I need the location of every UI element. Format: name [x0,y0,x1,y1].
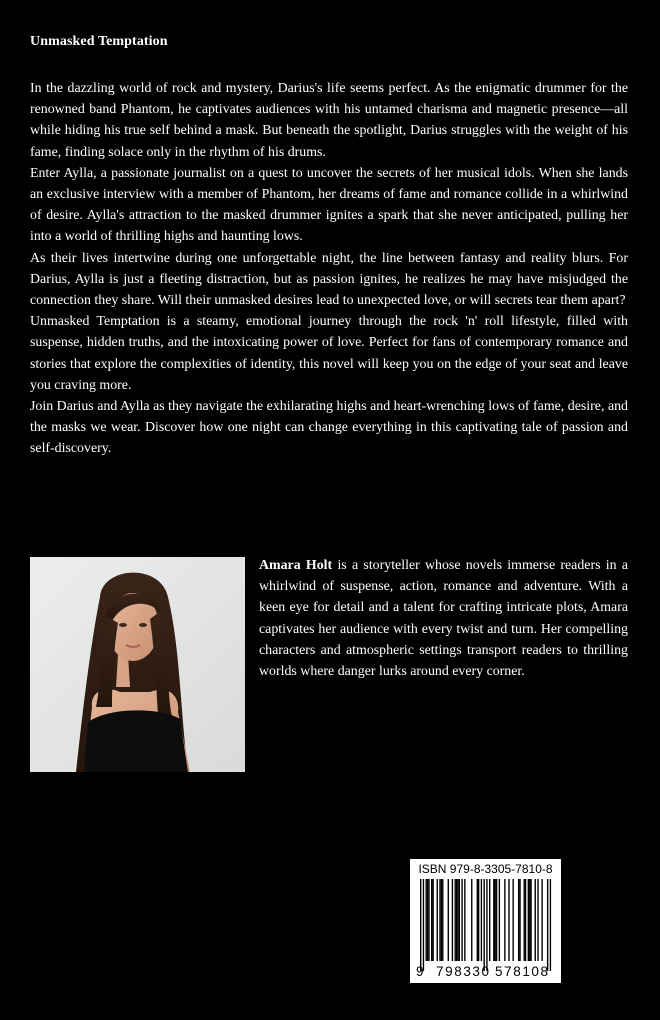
barcode-bar [427,879,428,961]
barcode-bar [477,879,478,961]
barcode-bar [504,879,505,961]
barcode-bar [486,879,487,971]
blurb-paragraph: Join Darius and Aylla as they navigate the exhilarating highs and heart-wrenching lows of fame, desire, and the masks we wear. Discover how one night can change everything in this captivating tale of passion and self-discovery. [30,399,628,457]
barcode-bar [528,879,529,961]
barcode-bar [481,879,482,961]
barcode-bar [442,879,443,961]
barcode-bar [483,879,484,971]
barcode-bar [495,879,496,961]
barcode-bar [496,879,497,961]
barcode-bar [478,879,479,961]
barcode-bar [423,879,424,971]
barcode-bar [441,879,442,961]
barcode-bar [464,879,465,961]
barcode-bar [455,879,456,961]
barcode-right-digits: 578108 [495,964,550,979]
barcode-bar [529,879,530,961]
book-title: Unmasked Temptation [30,34,168,49]
barcode-bar [547,879,548,971]
barcode-bar [437,879,438,961]
author-photo [30,557,245,772]
barcode-bar [431,879,432,961]
isbn-barcode [410,859,561,983]
barcode-left-digits: 798330 [436,964,491,979]
barcode-bar [489,879,490,961]
barcode-bar [519,879,520,961]
author-bio-text: is a storyteller whose novels immerse readers in a whirlwind of suspense, action, romance and adventure. With a keen eye for detail and a talent for crafting intricate plots, Amara captivates her audience with every twist and turn. Her compelling characters and atmospheric settings transport readers to thrilling worlds where danger lurks around every corner. [259,558,629,680]
barcode-bar [432,879,433,961]
barcode-bar [426,879,427,961]
author-portrait-illustration [30,557,245,772]
barcode-bar [537,879,538,961]
isbn-label: ISBN 979-8-3305-7810-8 [418,862,553,876]
blurb-paragraph: Enter Aylla, a passionate journalist on a quest to uncover the secrets of her musical idols. When she lands an exclusive interview with a member of Phantom, her dreams of fame and romance collide in a whirlwind of desire. Aylla's attraction to the masked drummer ignites a spark that she never anticipated, pulling her into a world of thrilling highs and haunting lows. [30,165,628,245]
author-name: Amara Holt [259,558,333,573]
barcode-bar [439,879,440,961]
barcode-bar [508,879,509,961]
blurb-paragraph: In the dazzling world of rock and mystery, Darius's life seems perfect. As the enigmatic drummer for the renowned band Phantom, he captivates audiences with his untamed charisma and magnetic presence—all while hiding his true self behind a mask. But beneath the spotlight, Darius struggles with the weight of his fame, finding solace only in the rhythm of his drums. [30,81,628,160]
barcode-bar [452,879,453,961]
blurb-paragraph: Unmasked Temptation is a steamy, emotional journey through the rock 'n' roll lifestyle, filled with suspense, hidden truths, and the intoxicating power of love. Perfect for fans of contemporary romance and stories that explore the complexities of identity, this novel will keep you on the edge of your seat and leave you craving more. [30,314,628,393]
barcode-bar [541,879,542,961]
barcode-bar [524,879,525,961]
barcode-bar [525,879,526,961]
author-bio [259,555,628,682]
barcode-first-digit: 9 [416,964,424,979]
barcode-bar [471,879,472,961]
barcode-bar [461,879,462,961]
book-blurb [30,78,628,460]
barcode-bar [550,879,551,971]
barcode-bar [448,879,449,961]
barcode-bar [535,879,536,961]
barcode-bar [518,879,519,961]
barcode-bar [512,879,513,961]
barcode-bar [493,879,494,961]
barcode-bar [457,879,458,961]
barcode-bar [456,879,457,961]
barcode-bar [428,879,429,961]
barcode-bar [459,879,460,961]
barcode-bar [420,879,421,971]
barcode-bar [530,879,531,961]
barcode-bar [499,879,500,961]
blurb-paragraph: As their lives intertwine during one unforgettable night, the line between fantasy and reality blurs. For Darius, Aylla is just a fleeting distraction, but as passion ignites, he realizes he may have misjudged the connection they share. Will their unmasked desires lead to unexpected love, or will secrets tear them apart? [30,250,628,309]
